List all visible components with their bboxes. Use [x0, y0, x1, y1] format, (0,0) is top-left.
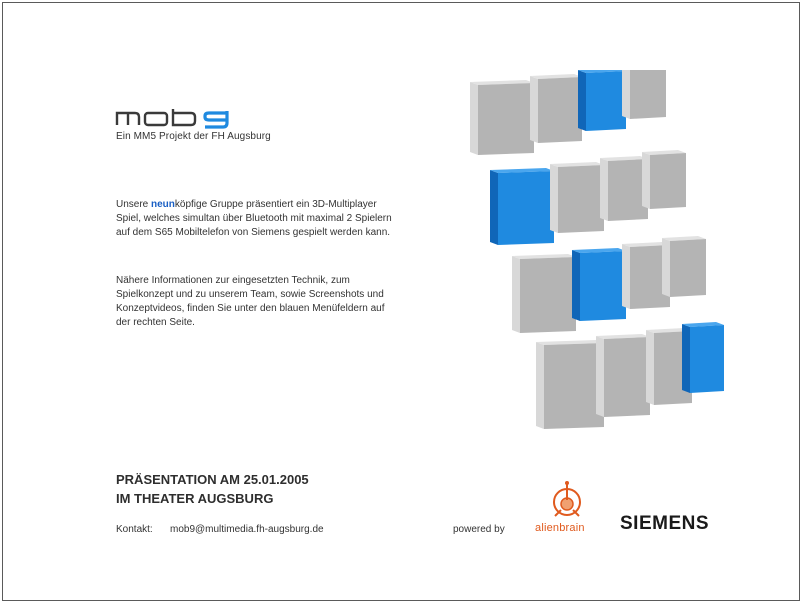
presentation-heading — [116, 470, 309, 508]
menu-tile-side — [662, 238, 670, 297]
mob9-logo — [115, 107, 265, 129]
menu-tile-blue[interactable] — [498, 171, 554, 245]
siemens-logo[interactable]: SIEMENS — [620, 513, 710, 534]
menu-tile-side — [600, 158, 608, 221]
menu-tile-gray — [478, 83, 534, 155]
menu-tile-gray — [558, 165, 604, 233]
menu-tile-grid — [460, 70, 730, 450]
menu-tile-side — [572, 250, 580, 321]
menu-tile-side — [470, 82, 478, 155]
menu-tile-side — [490, 170, 498, 245]
menu-tile-side — [578, 70, 586, 131]
menu-tile-gray — [650, 153, 686, 209]
menu-tile-gray — [520, 257, 576, 333]
menu-tile-blue[interactable] — [586, 71, 626, 131]
alienbrain-logo[interactable] — [531, 480, 603, 540]
contact-label: Kontakt: — [116, 524, 153, 535]
menu-tile-gray — [544, 343, 604, 429]
menu-tile-side — [550, 164, 558, 233]
contact-email-link[interactable]: mob9@multimedia.fh-augsburg.de — [170, 524, 324, 535]
menu-tile-side — [682, 324, 690, 393]
info-paragraph: Nähere Informationen zur eingesetzten Technik, zum Spielkonzept und zu unserem Team, sowie Screenshots und Konzeptvideos, finden Sie unter den blauen Menüfeldern auf der rechten Seite. — [116, 275, 385, 328]
powered-by-label: powered by — [453, 524, 505, 535]
contact-line — [116, 524, 324, 535]
presentation-venue: IM THEATER AUGSBURG — [116, 491, 274, 506]
menu-tile-gray — [604, 337, 650, 417]
intro-text-after: köpfige Gruppe präsentiert ein 3D-Multiplayer Spiel, welches simultan über Bluetooth mit maximal 2 Spielern auf dem S65 Mobiltelefon von Siemens gespielt werden kann. — [116, 199, 392, 238]
alienbrain-icon — [549, 480, 585, 522]
menu-tile-side — [512, 256, 520, 333]
presentation-date: PRÄSENTATION AM 25.01.2005 — [116, 472, 309, 487]
intro-paragraph — [116, 198, 396, 240]
menu-tile-side — [646, 330, 654, 405]
menu-tile-side — [622, 70, 630, 119]
alienbrain-name: alienbrain — [535, 522, 585, 534]
menu-tile-gray — [538, 77, 582, 143]
menu-tile-side — [530, 76, 538, 143]
intro-highlight: neun — [151, 199, 175, 210]
menu-tile-side — [642, 152, 650, 209]
menu-tile-side — [596, 336, 604, 417]
menu-tile-blue[interactable] — [690, 325, 724, 393]
menu-tile-side — [536, 342, 544, 429]
project-subtitle: Ein MM5 Projekt der FH Augsburg — [116, 131, 271, 142]
menu-tile-gray — [670, 239, 706, 297]
menu-tile-blue[interactable] — [580, 251, 626, 321]
menu-tile-gray — [630, 70, 666, 119]
intro-text-before: Unsere — [116, 199, 152, 210]
menu-tile-side — [622, 244, 630, 309]
